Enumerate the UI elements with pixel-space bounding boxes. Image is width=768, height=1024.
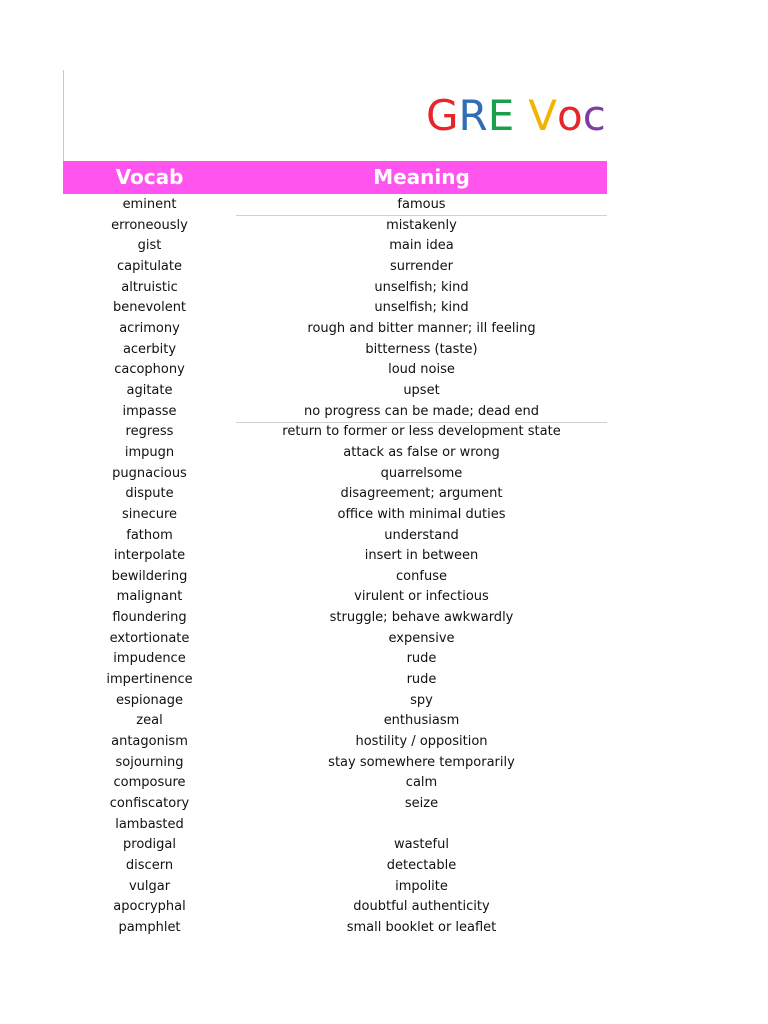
meaning-cell: doubtful authenticity bbox=[353, 899, 490, 915]
meaning-cell: stay somewhere temporarily bbox=[328, 754, 515, 770]
meaning-cell: understand bbox=[384, 527, 459, 543]
vocab-cell: vulgar bbox=[128, 878, 171, 894]
vocab-cell: pamphlet bbox=[118, 919, 181, 935]
table-row bbox=[63, 649, 607, 670]
meaning-cell: hostility / opposition bbox=[355, 734, 488, 750]
table-row bbox=[63, 381, 607, 402]
vocab-cell: erroneously bbox=[111, 217, 188, 233]
vocab-cell: espionage bbox=[115, 692, 184, 708]
vocab-cell: gist bbox=[137, 238, 162, 254]
meaning-cell: disagreement; argument bbox=[340, 486, 503, 502]
meaning-cell: impolite bbox=[395, 878, 448, 894]
table-row bbox=[63, 608, 607, 629]
table-row bbox=[63, 278, 607, 299]
title-letter: G bbox=[426, 91, 459, 140]
meaning-cell: loud noise bbox=[388, 362, 455, 378]
meaning-cell: expensive bbox=[388, 630, 455, 646]
meaning-cell: surrender bbox=[389, 258, 454, 274]
vocab-cell: impugn bbox=[124, 444, 175, 460]
meaning-cell: unselfish; kind bbox=[374, 300, 469, 316]
table-row bbox=[63, 236, 607, 257]
table-row bbox=[63, 340, 607, 361]
vocab-table bbox=[63, 195, 607, 939]
meaning-cell: struggle; behave awkwardly bbox=[329, 610, 514, 626]
vocab-cell: pugnacious bbox=[112, 465, 187, 481]
page-title bbox=[426, 88, 607, 144]
table-row bbox=[63, 753, 607, 774]
vocab-cell: capitulate bbox=[117, 258, 182, 274]
vocab-cell: eminent bbox=[122, 197, 177, 212]
table-row bbox=[63, 794, 607, 815]
column-header-meaning: Meaning bbox=[373, 165, 470, 189]
title-letter: V bbox=[528, 91, 558, 140]
table-row bbox=[63, 422, 607, 443]
table-row bbox=[63, 732, 607, 753]
table-row bbox=[63, 877, 607, 898]
vocab-cell: acrimony bbox=[119, 320, 180, 336]
vocab-cell: bewildering bbox=[111, 568, 188, 584]
table-row bbox=[63, 195, 607, 216]
vocab-cell: agitate bbox=[126, 382, 173, 398]
vocab-cell: floundering bbox=[112, 610, 187, 626]
vocab-cell: apocryphal bbox=[113, 899, 186, 915]
table-row bbox=[63, 319, 607, 340]
table-row bbox=[63, 484, 607, 505]
table-row bbox=[63, 691, 607, 712]
meaning-cell: return to former or less development state bbox=[282, 424, 561, 440]
vocab-cell: cacophony bbox=[114, 362, 185, 378]
table-row bbox=[63, 298, 607, 319]
table-row bbox=[63, 360, 607, 381]
meaning-cell: mistakenly bbox=[386, 217, 457, 233]
vocab-cell: confiscatory bbox=[109, 796, 190, 812]
table-row bbox=[63, 216, 607, 237]
table-row bbox=[63, 897, 607, 918]
vocab-cell: impertinence bbox=[106, 672, 193, 688]
table-row bbox=[63, 856, 607, 877]
meaning-cell: enthusiasm bbox=[383, 713, 460, 729]
table-row bbox=[63, 670, 607, 691]
vocab-cell: dispute bbox=[125, 486, 174, 502]
table-row bbox=[63, 711, 607, 732]
meaning-cell: rude bbox=[406, 651, 437, 667]
vocab-cell: benevolent bbox=[112, 300, 187, 316]
table-row bbox=[63, 815, 607, 836]
vocab-cell: acerbity bbox=[122, 341, 177, 357]
vocab-cell: impudence bbox=[113, 651, 186, 667]
vocab-cell: sinecure bbox=[121, 506, 178, 522]
table-row bbox=[63, 835, 607, 856]
meaning-cell: insert in between bbox=[364, 548, 479, 564]
table-row bbox=[63, 464, 607, 485]
meaning-cell: no progress can be made; dead end bbox=[304, 403, 539, 419]
meaning-cell: quarrelsome bbox=[380, 465, 463, 481]
title-letter: c bbox=[582, 91, 606, 140]
table-row bbox=[63, 629, 607, 650]
meaning-cell: seize bbox=[404, 796, 439, 812]
title-letter: E bbox=[487, 91, 515, 140]
vocab-cell: prodigal bbox=[123, 837, 176, 853]
table-row bbox=[63, 567, 607, 588]
left-margin-rule bbox=[63, 70, 64, 162]
table-row bbox=[63, 546, 607, 567]
meaning-cell: detectable bbox=[386, 858, 457, 873]
meaning-cell: unselfish; kind bbox=[374, 279, 469, 295]
meaning-cell: attack as false or wrong bbox=[343, 444, 500, 460]
vocab-cell: fathom bbox=[126, 527, 173, 543]
vocab-cell: regress bbox=[125, 424, 174, 440]
meaning-cell: spy bbox=[410, 692, 433, 708]
meaning-cell: rough and bitter manner; ill feeling bbox=[307, 320, 536, 336]
meaning-cell: upset bbox=[403, 382, 440, 398]
table-row bbox=[63, 773, 607, 794]
vocab-cell: discern bbox=[125, 858, 174, 873]
title-letter: R bbox=[458, 91, 488, 140]
column-header-vocab: Vocab bbox=[115, 165, 184, 189]
vocab-cell: malignant bbox=[116, 589, 183, 605]
vocab-cell: zeal bbox=[136, 713, 163, 729]
vocab-cell: lambasted bbox=[115, 816, 184, 832]
meaning-cell: bitterness (taste) bbox=[365, 341, 478, 357]
meaning-cell: wasteful bbox=[394, 837, 449, 853]
vocab-cell: extortionate bbox=[109, 630, 190, 646]
meaning-cell: calm bbox=[405, 775, 438, 791]
table-row bbox=[63, 526, 607, 547]
table-row bbox=[63, 257, 607, 278]
vocab-cell: composure bbox=[113, 775, 186, 791]
vocab-cell: interpolate bbox=[113, 548, 186, 564]
table-row bbox=[63, 587, 607, 608]
table-row bbox=[63, 443, 607, 464]
meaning-cell: famous bbox=[397, 197, 446, 212]
table-row bbox=[63, 505, 607, 526]
meaning-cell: small booklet or leaflet bbox=[346, 919, 497, 935]
vocab-cell: altruistic bbox=[121, 279, 178, 295]
vocab-cell: sojourning bbox=[115, 754, 184, 770]
vocab-cell: antagonism bbox=[111, 734, 188, 750]
meaning-cell: confuse bbox=[396, 568, 447, 584]
meaning-cell bbox=[236, 815, 607, 836]
meaning-cell: virulent or infectious bbox=[354, 589, 489, 605]
table-row bbox=[63, 402, 607, 423]
meaning-cell: office with minimal duties bbox=[337, 506, 506, 522]
title-letter: o bbox=[557, 91, 583, 140]
meaning-cell: rude bbox=[406, 672, 437, 688]
table-row bbox=[63, 918, 607, 939]
meaning-cell: main idea bbox=[389, 238, 454, 254]
vocab-cell: impasse bbox=[122, 403, 177, 419]
